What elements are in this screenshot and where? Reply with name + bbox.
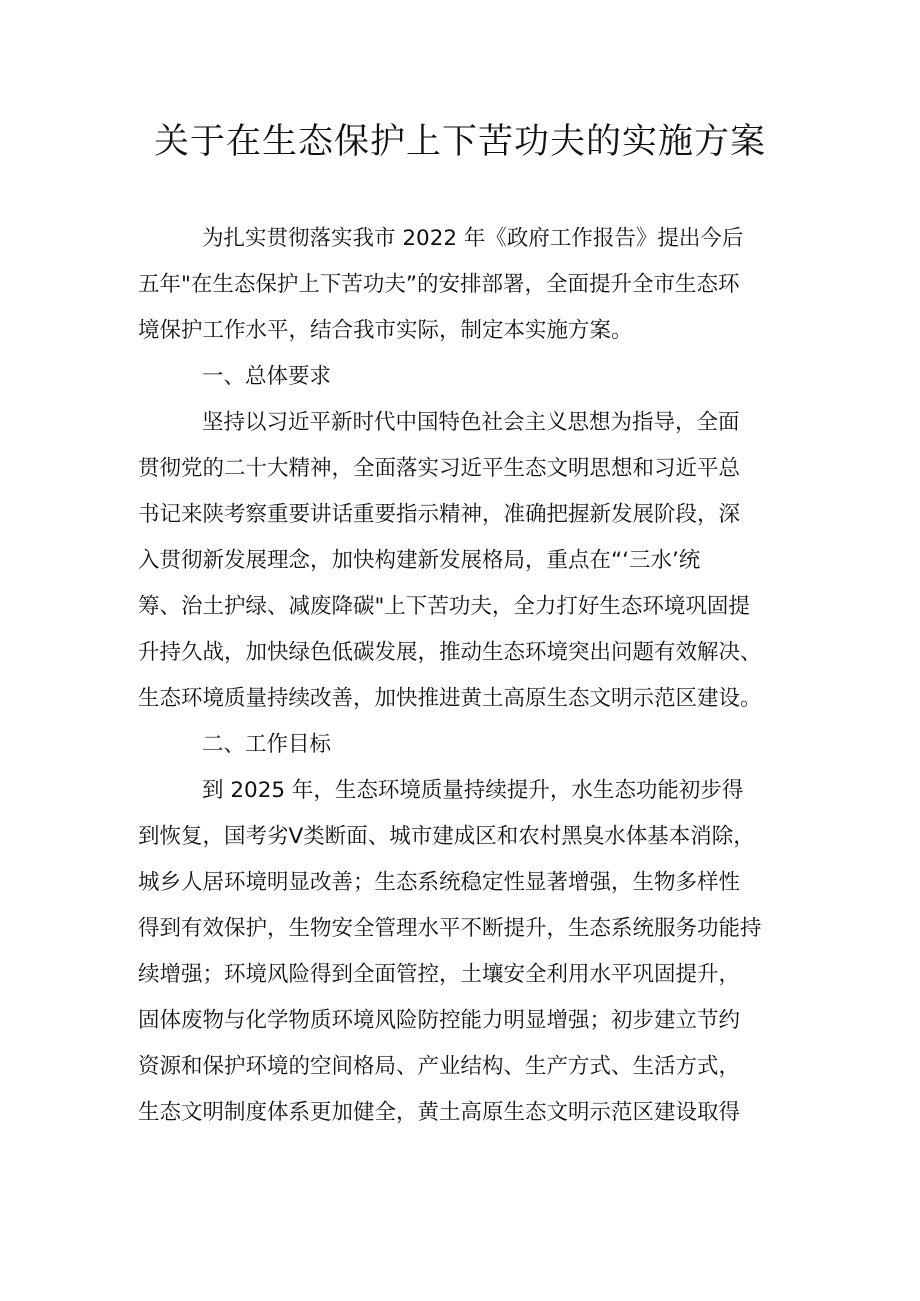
paragraph-line: 城乡人居环境明显改善；生态系统稳定性显著增强，生物多样性: [138, 870, 741, 895]
paragraph-line: 书记来陕考察重要讲话重要指示精神，准确把握新发展阶段，深: [138, 502, 741, 527]
paragraph-line: 资源和保护环境的空间格局、产业结构、生产方式、生活方式，: [138, 1054, 741, 1079]
document-title: 关于在生态保护上下苦功夫的实施方案: [153, 122, 766, 162]
paragraph-line: 筹、治土护绿、减废降碳"上下苦功夫，全力打好生态环境巩固提: [138, 594, 750, 619]
paragraph-line: 到 2025 年，生态环境质量持续提升，水生态功能初步得: [202, 778, 744, 803]
paragraph-line: 固体废物与化学物质环境风险防控能力明显增强；初步建立节约: [138, 1008, 741, 1033]
section-heading: 一、总体要求: [202, 364, 332, 389]
paragraph-line: 升持久战，加快绿色低碳发展，推动生态环境突出问题有效解决、: [138, 640, 762, 665]
section-heading: 二、工作目标: [202, 732, 332, 757]
paragraph-line: 入贯彻新发展理念，加快构建新发展格局，重点在“‘三水’统: [138, 548, 701, 573]
paragraph-line: 贯彻党的二十大精神，全面落实习近平生态文明思想和习近平总: [138, 456, 741, 481]
paragraph-line: 五年"在生态保护上下苦功夫”的安排部署，全面提升全市生态环: [138, 272, 740, 297]
paragraph-line: 为扎实贯彻落实我市 2022 年《政府工作报告》提出今后: [202, 226, 744, 251]
paragraph-line: 到恢复，国考劣Ⅴ类断面、城市建成区和农村黑臭水体基本消除，: [138, 824, 755, 849]
document-body: [138, 216, 798, 1136]
paragraph-line: 得到有效保护，生物安全管理水平不断提升，生态系统服务功能持: [138, 916, 762, 941]
paragraph-line: 续增强；环境风险得到全面管控，土壤安全利用水平巩固提升，: [138, 962, 741, 987]
paragraph-line: 生态文明制度体系更加健全，黄土高原生态文明示范区建设取得: [138, 1100, 741, 1125]
paragraph-line: 境保护工作水平，结合我市实际，制定本实施方案。: [138, 318, 633, 343]
paragraph-line: 坚持以习近平新时代中国特色社会主义思想为指导，全面: [202, 410, 740, 435]
paragraph-line: 生态环境质量持续改善，加快推进黄土高原生态文明示范区建设。: [138, 686, 762, 711]
